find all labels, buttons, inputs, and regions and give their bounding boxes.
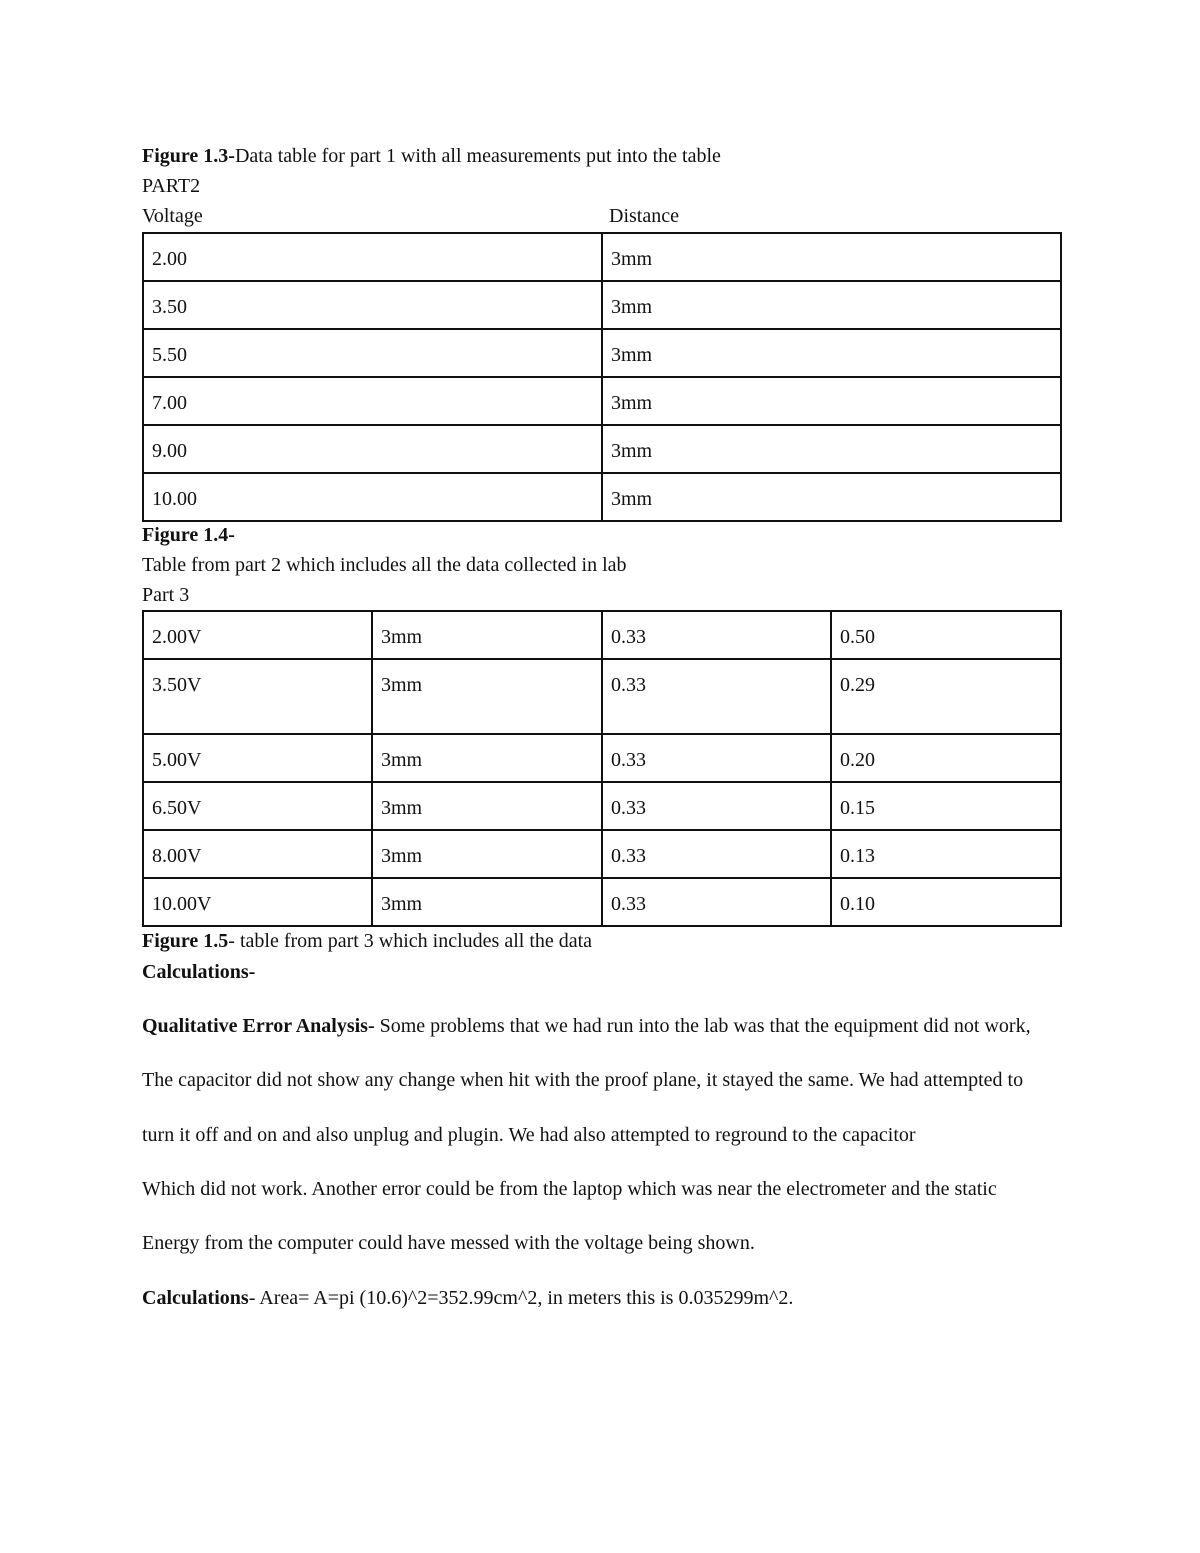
figure-1-5-caption	[142, 929, 592, 953]
table-cell: 3mm	[602, 233, 1061, 281]
table-cell: 0.13	[831, 830, 1061, 878]
table-row	[143, 281, 1061, 329]
caption-text: - table from part 3 which includes all the data	[228, 930, 593, 952]
table-cell: 9.00	[143, 425, 602, 473]
part3-table	[142, 610, 1062, 927]
calculations-line	[142, 1286, 793, 1310]
table-cell: 10.00V	[143, 878, 372, 926]
table-cell: 3mm	[372, 878, 602, 926]
part2-table	[142, 232, 1062, 522]
table-row	[143, 611, 1061, 659]
figure-label: Figure 1.5	[142, 930, 229, 952]
table-cell: 5.00V	[143, 734, 372, 782]
table-cell: 0.15	[831, 782, 1061, 830]
table-cell: 0.33	[602, 734, 831, 782]
table-cell: 3mm	[372, 611, 602, 659]
table-cell: 0.33	[602, 659, 831, 734]
table-cell: 0.10	[831, 878, 1061, 926]
table-row	[143, 878, 1061, 926]
error-analysis-line-5: Energy from the computer could have messed with the voltage being shown.	[142, 1232, 755, 1254]
line-text: Some problems that we had run into the lab was that the equipment did not work,	[374, 1015, 1031, 1037]
voltage-column-header: Voltage	[142, 205, 203, 227]
table-cell: 7.00	[143, 377, 602, 425]
table-cell: 0.33	[602, 611, 831, 659]
error-analysis-line-3: turn it off and on and also unplug and plugin. We had also attempted to reground to the capacitor	[142, 1124, 916, 1146]
table-cell: 0.29	[831, 659, 1061, 734]
table-cell: 3mm	[602, 473, 1061, 521]
table-cell: 0.33	[602, 830, 831, 878]
table-cell: 3mm	[602, 281, 1061, 329]
calculations-heading	[142, 960, 255, 984]
table-row	[143, 473, 1061, 521]
figure-1-3-caption	[142, 144, 721, 168]
table-cell: 3mm	[602, 329, 1061, 377]
table-cell: 0.50	[831, 611, 1061, 659]
table-cell: 3.50V	[143, 659, 372, 734]
table-cell: 0.33	[602, 878, 831, 926]
figure-1-4-caption: Table from part 2 which includes all the data collected in lab	[142, 554, 627, 576]
table-cell: 2.00	[143, 233, 602, 281]
table-cell: 3mm	[372, 659, 602, 734]
heading-text: Calculations-	[142, 961, 256, 983]
table-cell: 6.50V	[143, 782, 372, 830]
table-row	[143, 659, 1061, 734]
table-row	[143, 377, 1061, 425]
table-cell: 3mm	[372, 782, 602, 830]
table-row	[143, 830, 1061, 878]
table-cell: 8.00V	[143, 830, 372, 878]
table-cell: 10.00	[143, 473, 602, 521]
table-cell: 2.00V	[143, 611, 372, 659]
figure-label: Figure 1.3-	[142, 145, 235, 167]
table-cell: 3.50	[143, 281, 602, 329]
table-cell: 5.50	[143, 329, 602, 377]
calculations-text: - Area= A=pi (10.6)^2=352.99cm^2, in meters this is 0.035299m^2.	[248, 1287, 794, 1309]
figure-1-4-label	[142, 523, 235, 547]
table-row	[143, 734, 1061, 782]
table-cell: 0.33	[602, 782, 831, 830]
caption-text: Data table for part 1 with all measurements put into the table	[234, 145, 721, 167]
table-row	[143, 782, 1061, 830]
error-analysis-line-2: The capacitor did not show any change when hit with the proof plane, it stayed the same. We had attempted to	[142, 1069, 1024, 1091]
calculations-label: Calculations	[142, 1287, 249, 1309]
table-cell: 3mm	[372, 734, 602, 782]
error-analysis-line-1	[142, 1014, 1031, 1038]
distance-column-header: Distance	[609, 205, 679, 227]
table-row	[143, 425, 1061, 473]
table-cell: 0.20	[831, 734, 1061, 782]
figure-label: Figure 1.4-	[142, 524, 235, 546]
part3-heading: Part 3	[142, 584, 190, 606]
table-row	[143, 233, 1061, 281]
table-cell: 3mm	[372, 830, 602, 878]
error-analysis-line-4: Which did not work. Another error could be from the laptop which was near the electrometer and the static	[142, 1178, 997, 1200]
table-cell: 3mm	[602, 377, 1061, 425]
error-analysis-label: Qualitative Error Analysis-	[142, 1015, 375, 1037]
part2-heading: PART2	[142, 175, 201, 197]
table-row	[143, 329, 1061, 377]
table-cell: 3mm	[602, 425, 1061, 473]
